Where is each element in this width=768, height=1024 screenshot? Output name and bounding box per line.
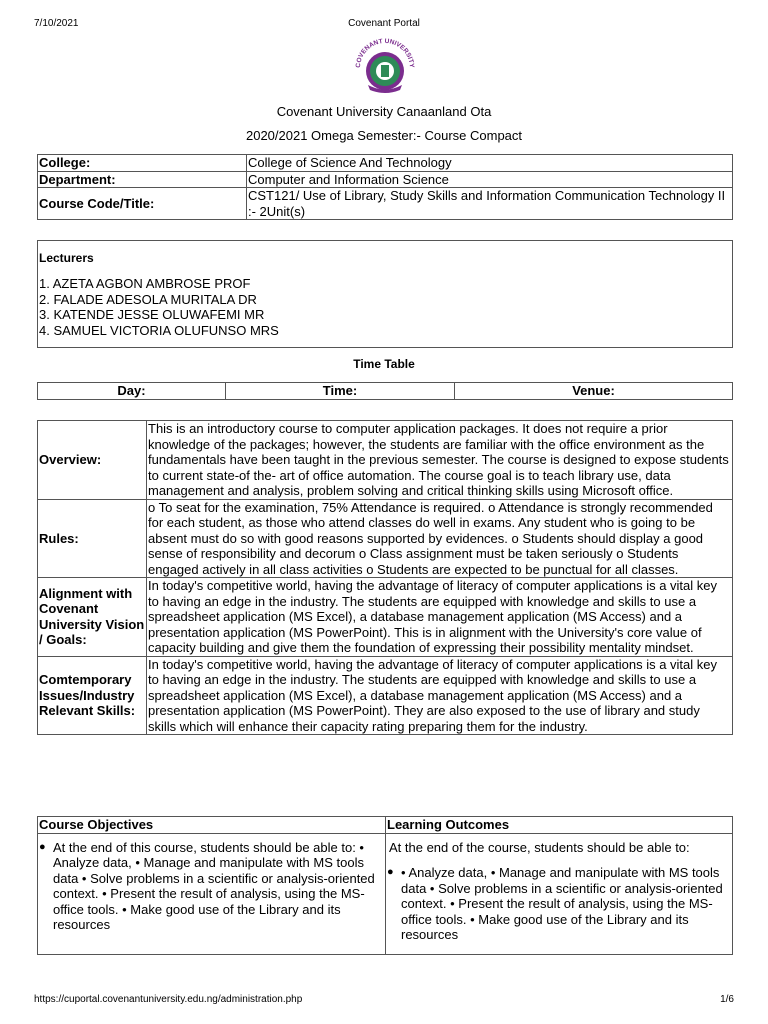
list-item <box>387 865 731 943</box>
table-row <box>38 421 733 500</box>
learning-outcomes-header: Learning Outcomes <box>386 817 733 834</box>
bullet-icon: ● <box>39 840 46 853</box>
venue-header: Venue: <box>455 383 733 400</box>
alignment-label: Alignment with Covenant University Vision / Goals: <box>38 578 147 657</box>
table-row <box>38 188 733 220</box>
department-value: Computer and Information Science <box>247 171 733 188</box>
university-name: Covenant University Canaanland Ota <box>276 104 492 119</box>
rules-label: Rules: <box>38 499 147 578</box>
course-code-label: Course Code/Title: <box>38 188 247 220</box>
department-label: Department: <box>38 171 247 188</box>
table-row <box>38 383 733 400</box>
overview-text: This is an introductory course to computer application packages. It does not require a prior knowledge of the packages; however, the students are familiar with the office environment as the fundamentals have been taught in the previous semester. The course is designed to expose students to current state-of the- art of office automation. The course goal is to teach library use, data management and analysis, problem solving and critical thinking skills using Microsoft office. <box>147 421 733 500</box>
lecturers-box <box>37 240 733 348</box>
table-row <box>38 578 733 657</box>
day-header: Day: <box>38 383 226 400</box>
course-info-table <box>37 154 733 220</box>
table-row <box>38 833 733 954</box>
table-row <box>38 155 733 172</box>
alignment-text: In today's competitive world, having the advantage of literacy of computer applications is a vital key to having an edge in the industry. The students are equipped with knowledge and skills to use a spreadsheet application (MS Excel), a database management application (MS Access) and a presentation application (MS PowerPoint). This is in alignment with the University's core value of capacity building and give them the foundation of expressing their possibility mentality mindset. <box>147 578 733 657</box>
college-label: College: <box>38 155 247 172</box>
lecturers-heading: Lecturers <box>39 251 94 265</box>
objectives-table <box>37 816 733 955</box>
print-page-title: Covenant Portal <box>348 18 420 29</box>
footer-url: https://cuportal.covenantuniversity.edu.ng/administration.php <box>34 994 303 1005</box>
overview-label: Overview: <box>38 421 147 500</box>
list-item: 2. FALADE ADESOLA MURITALA DR <box>39 291 257 307</box>
table-row <box>38 656 733 735</box>
list-item: 4. SAMUEL VICTORIA OLUFUNSO MRS <box>39 322 279 338</box>
table-row <box>38 171 733 188</box>
timetable-table <box>37 382 733 400</box>
page-number: 1/6 <box>720 994 734 1005</box>
list-item <box>39 840 384 933</box>
learning-outcomes-text: • Analyze data, • Manage and manipulate with MS tools data • Solve problems in a scientific or analysis-oriented context. • Present the result of analysis, using the MS-office tools. • Make good use of the Library and its resources <box>401 865 723 942</box>
learning-outcomes-intro: At the end of the course, students should be able to: <box>389 839 690 855</box>
learning-outcomes-cell <box>386 833 733 954</box>
timetable-title: Time Table <box>353 357 415 371</box>
course-objectives-header: Course Objectives <box>38 817 386 834</box>
print-date: 7/10/2021 <box>34 18 79 29</box>
list-item: 3. KATENDE JESSE OLUWAFEMI MR <box>39 307 265 322</box>
rules-text: o To seat for the examination, 75% Attendance is required. o Attendance is strongly recommended for each student, as those who attend classes do well in exams. Any student who is going to be absent must do so with good reasons supported by evidences. o Students should display a good sense of responsibility and decorum o Class assignment must be taken seriously o Students engaged actively in all class activities o Students are expected to be punctual for all classes. <box>147 499 733 578</box>
university-logo <box>350 38 420 96</box>
logo-text: COVENANT UNIVERSITY <box>354 38 416 69</box>
table-row <box>38 817 733 834</box>
course-details-table <box>37 420 733 735</box>
list-item: 1. AZETA AGBON AMBROSE PROF <box>39 276 251 291</box>
course-objectives-cell <box>38 833 386 954</box>
contemporary-issues-label: Comtemporary Issues/Industry Relevant Skills: <box>38 656 147 735</box>
time-header: Time: <box>226 383 455 400</box>
course-objectives-text: At the end of this course, students should be able to: • Analyze data, • Manage and manipulate with MS tools data • Solve problems in a scientific or analysis-oriented context. • Present the result of analysis, using the MS-office tools. • Make good use of the Library and its resources <box>53 839 375 932</box>
college-value: College of Science And Technology <box>247 155 733 172</box>
lecturers-list <box>38 276 732 338</box>
table-row <box>38 499 733 578</box>
contemporary-issues-text: In today's competitive world, having the advantage of literacy of computer applications is a vital key to having an edge in the industry. The students are equipped with knowledge and skills to use a spreadsheet application (MS Excel), a database management application (MS Access) and a presentation application (MS PowerPoint). They are also exposed to the use of library and study skills which will enhance their capacity rating preparing them for the industry. <box>147 656 733 735</box>
bullet-icon: ● <box>387 866 394 878</box>
course-code-value: CST121/ Use of Library, Study Skills and Information Communication Technology II :- 2Unit(s) <box>247 188 733 220</box>
semester-title: 2020/2021 Omega Semester:- Course Compact <box>245 128 523 143</box>
